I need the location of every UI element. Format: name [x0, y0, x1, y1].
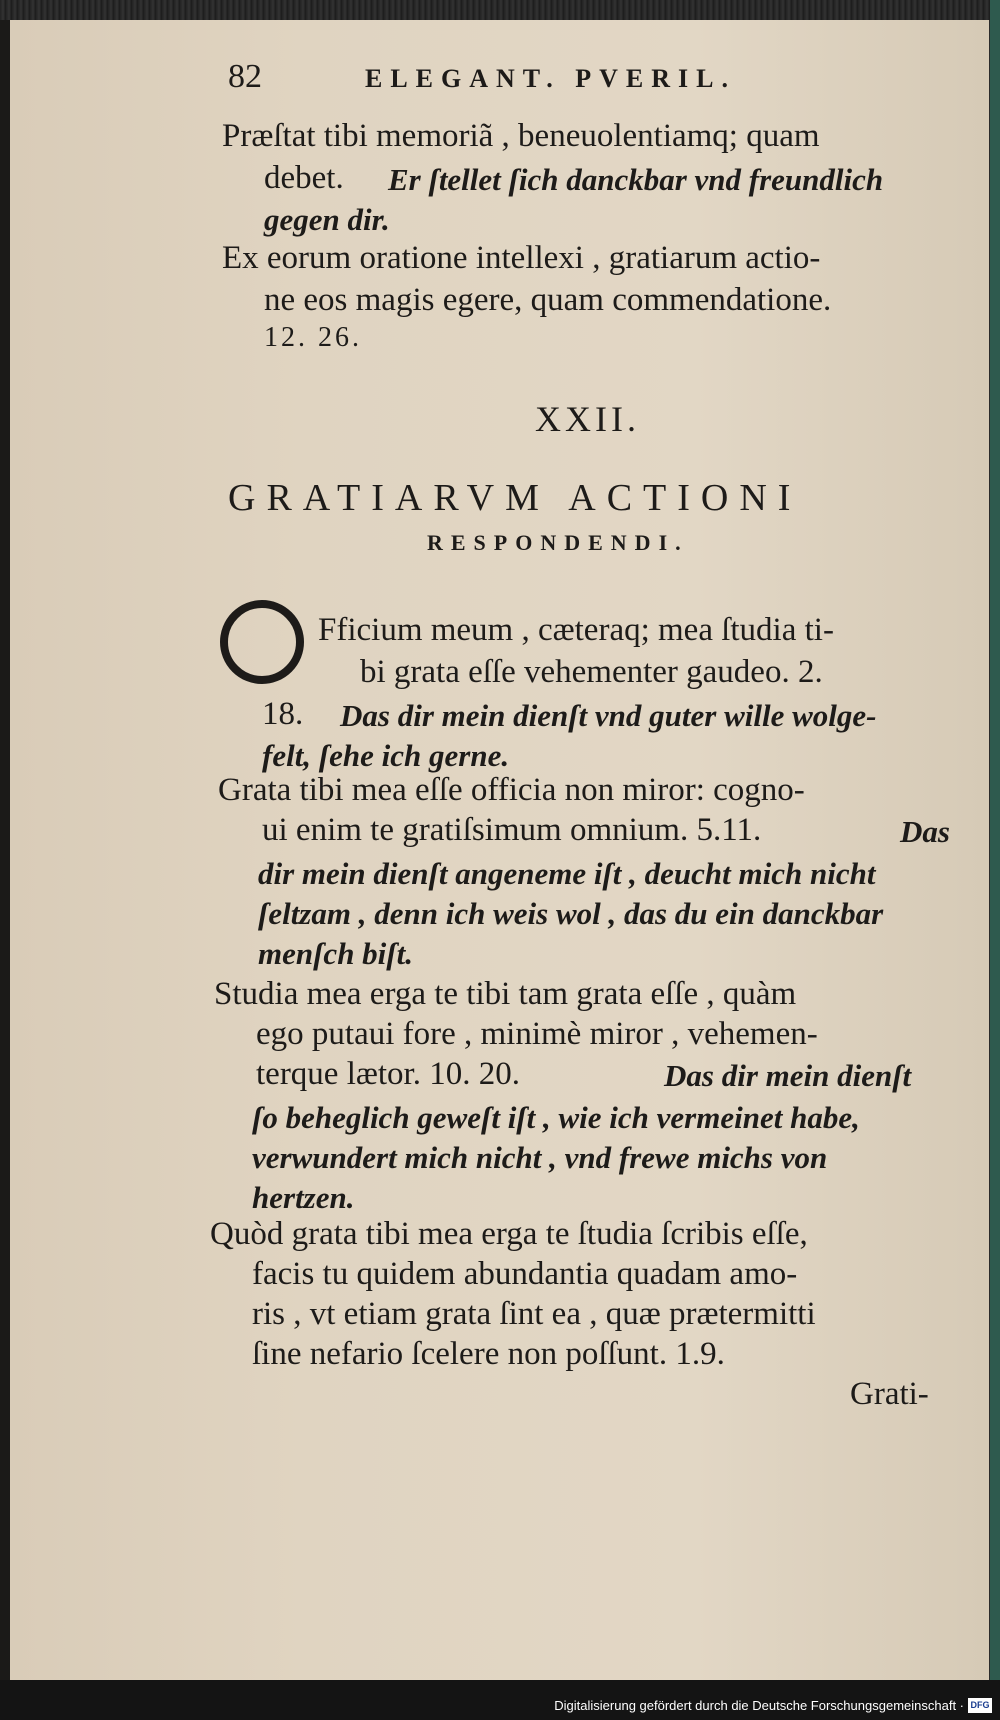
running-title: ELEGANT. PVERIL. [365, 64, 736, 93]
german-gloss: Das dir mein dienſt vnd guter wille wolge- [340, 698, 877, 733]
page-number: 82 [228, 58, 262, 95]
catchword: Grati- [850, 1376, 929, 1412]
dfg-logo-icon: DFG [968, 1698, 992, 1713]
digitization-credit: Digitalisierung gefördert durch die Deutsche Forschungsgemeinschaft · [554, 1698, 964, 1713]
german-gloss: felt, ſehe ich gerne. [262, 738, 510, 773]
text-line: debet. [264, 160, 344, 196]
text-line: terque lætor. 10. 20. [256, 1056, 520, 1092]
german-gloss: menſch biſt. [258, 936, 413, 971]
section-number: XXII. [535, 399, 640, 439]
text-line: ego putaui fore , minimè miror , vehemen- [256, 1016, 818, 1052]
text-line: ris , vt etiam grata ſint ea , quæ prætermitti [252, 1296, 816, 1332]
text-line: bi grata eſſe vehementer gaudeo. 2. [360, 654, 823, 690]
german-gloss: ſeltzam , denn ich weis wol , das du ein danckbar [258, 896, 884, 931]
german-gloss: gegen dir. [264, 202, 390, 237]
section-title: GRATIARVM ACTIONI [228, 477, 802, 519]
text-line: ui enim te gratiſsimum omnium. 5.11. [262, 812, 762, 848]
text-line: Studia mea erga te tibi tam grata eſſe , quàm [214, 976, 797, 1012]
text-line: ſine nefario ſcelere non poſſunt. 1.9. [252, 1336, 725, 1372]
text-line: Grata tibi mea eſſe officia non miror: cogno- [218, 772, 805, 808]
german-gloss: hertzen. [252, 1180, 355, 1215]
german-gloss: dir mein dienſt angeneme iſt , deucht mich nicht [258, 856, 876, 891]
text-line: Ex eorum oratione intellexi , gratiarum actio- [222, 240, 821, 276]
text-line: Præſtat tibi memoriã , beneuolentiamq; quam [222, 118, 820, 154]
book-spine [990, 0, 1000, 1720]
text-line: Fficium meum , cæteraq; mea ſtudia ti- [318, 612, 834, 648]
german-gloss: ſo beheglich geweſt iſt , wie ich vermeinet habe, [252, 1100, 860, 1135]
book-top-edge [0, 0, 1000, 20]
german-gloss: Das [900, 814, 950, 849]
reference-number: 12. 26. [264, 322, 362, 353]
german-gloss: Er ſtellet ſich danckbar vnd freundlich [388, 162, 884, 197]
german-gloss: verwundert mich nicht , vnd frewe michs von [252, 1140, 828, 1175]
german-gloss: Das dir mein dienſt [664, 1058, 912, 1093]
text-line: ne eos magis egere, quam commendatione. [264, 282, 832, 318]
reference-number: 18. [262, 696, 304, 732]
drop-cap-o [220, 600, 304, 684]
section-subtitle: RESPONDENDI. [427, 530, 689, 555]
text-line: Quòd grata tibi mea erga te ſtudia ſcribis eſſe, [210, 1216, 808, 1252]
text-line: facis tu quidem abundantia quadam amo- [252, 1256, 798, 1292]
